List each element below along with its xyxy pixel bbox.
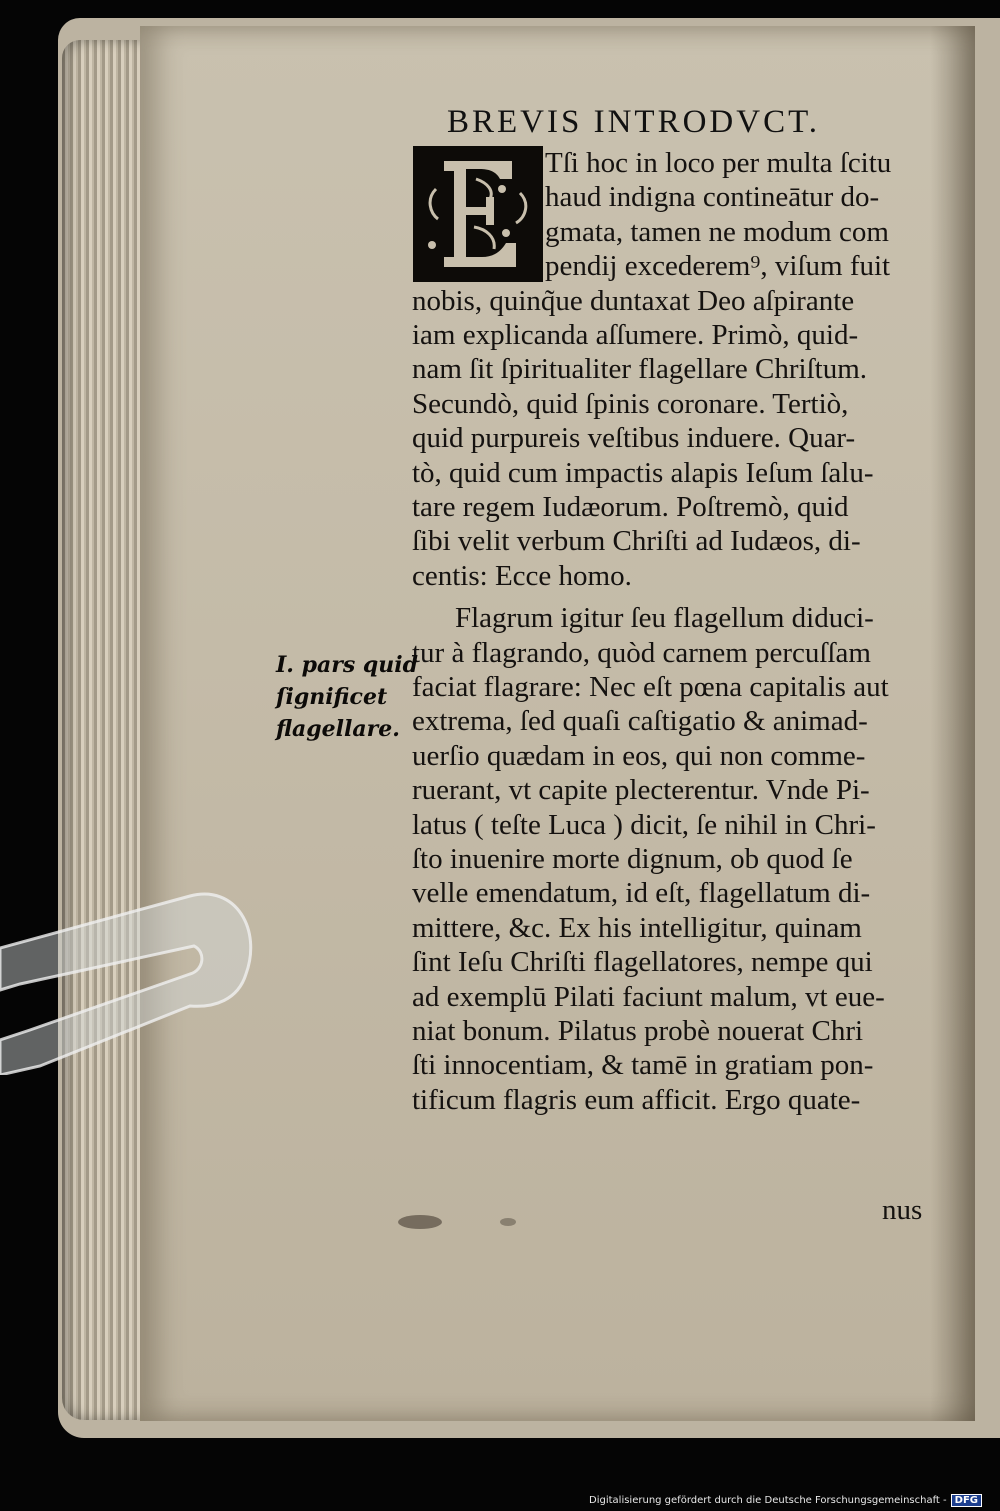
- text-line: faciat flagrare: Nec eſt pœna capitalis aut: [412, 671, 889, 703]
- text-line: iam explicanda aſſumere. Primò, quid-: [412, 319, 859, 351]
- text-line: extrema, ſed quaſi caſtigatio & animad-: [412, 705, 868, 738]
- catchword: nus: [882, 1194, 923, 1226]
- text-line: ſint Ieſu Chriſti flagellatores, nempe qui: [412, 946, 873, 979]
- text-line: centis: Ecce homo.: [412, 559, 632, 592]
- text-line: ſti innocentiam, & tamē in gratiam pon-: [412, 1049, 874, 1082]
- text-line: tificum flagris eum afficit. Ergo quate-: [412, 1083, 861, 1116]
- text-line: tur à flagrando, quòd carnem percuſſam: [412, 636, 871, 669]
- text-line: ruerant, vt capite plecterentur. Vnde Pi-: [412, 774, 870, 807]
- plastic-page-clip: [0, 890, 256, 1075]
- text-line: mittere, &c. Ex his intelligitur, quinam: [412, 911, 862, 944]
- text-line: gmata, tamen ne modum com: [545, 215, 889, 248]
- running-title: BREVIS INTRODVCT.: [447, 104, 821, 140]
- text-line: ſibi velit verbum Chriſti ad Iudæos, di-: [412, 525, 861, 558]
- text-line: haud indigna contineātur do-: [545, 181, 880, 214]
- text-line: latus ( teſte Luca ) dicit, ſe nihil in Chri-: [412, 808, 876, 841]
- text-line: Tſi hoc in loco per multa ſcitu: [545, 147, 892, 179]
- ornamental-initial-icon: [416, 149, 540, 279]
- credit-text: Digitalisierung gefördert durch die Deutsche Forschungsgemeinschaft -: [589, 1495, 947, 1506]
- ink-smudge: [390, 1210, 540, 1234]
- page-gutter-shadow: [930, 26, 975, 1421]
- text-line: niat bonum. Pilatus probè nouerat Chri: [412, 1015, 864, 1047]
- text-line: Secundò, quid ſpinis coronare. Tertiò,: [412, 387, 849, 420]
- text-line: quid purpureis veſtibus induere. Quar-: [412, 422, 856, 455]
- decorated-initial-e: [413, 146, 543, 282]
- digitization-credit: [589, 1494, 982, 1507]
- dfg-logo: DFG: [951, 1494, 982, 1507]
- marginal-note-line: I. pars quid: [276, 652, 419, 678]
- text-line: nam ſit ſpiritualiter flagellare Chriſtum.: [412, 353, 868, 386]
- text-line: Flagrum igitur ſeu flagellum diduci-: [455, 602, 874, 635]
- page-edges: [62, 40, 148, 1420]
- text-line: ſto inuenire morte dignum, ob quod ſe: [412, 843, 853, 875]
- text-line: uerſio quædam in eos, qui non comme-: [412, 739, 866, 772]
- text-line: nobis, quinq̃ue duntaxat Deo aſpirante: [412, 284, 855, 317]
- text-line: ad exemplū Pilati faciunt malum, vt eue-: [412, 980, 885, 1013]
- marginal-note-line: ſignificet: [276, 684, 388, 710]
- text-line: tò, quid cum impactis alapis Ieſum ſalu-: [412, 456, 874, 489]
- text-line: pendij excederem⁹, viſum fuit: [545, 250, 891, 283]
- marginal-note-line: flagellare.: [276, 716, 400, 742]
- text-line: tare regem Iudæorum. Poſtremò, quid: [412, 491, 849, 523]
- text-line: velle emendatum, id eſt, flagellatum di-: [412, 877, 871, 910]
